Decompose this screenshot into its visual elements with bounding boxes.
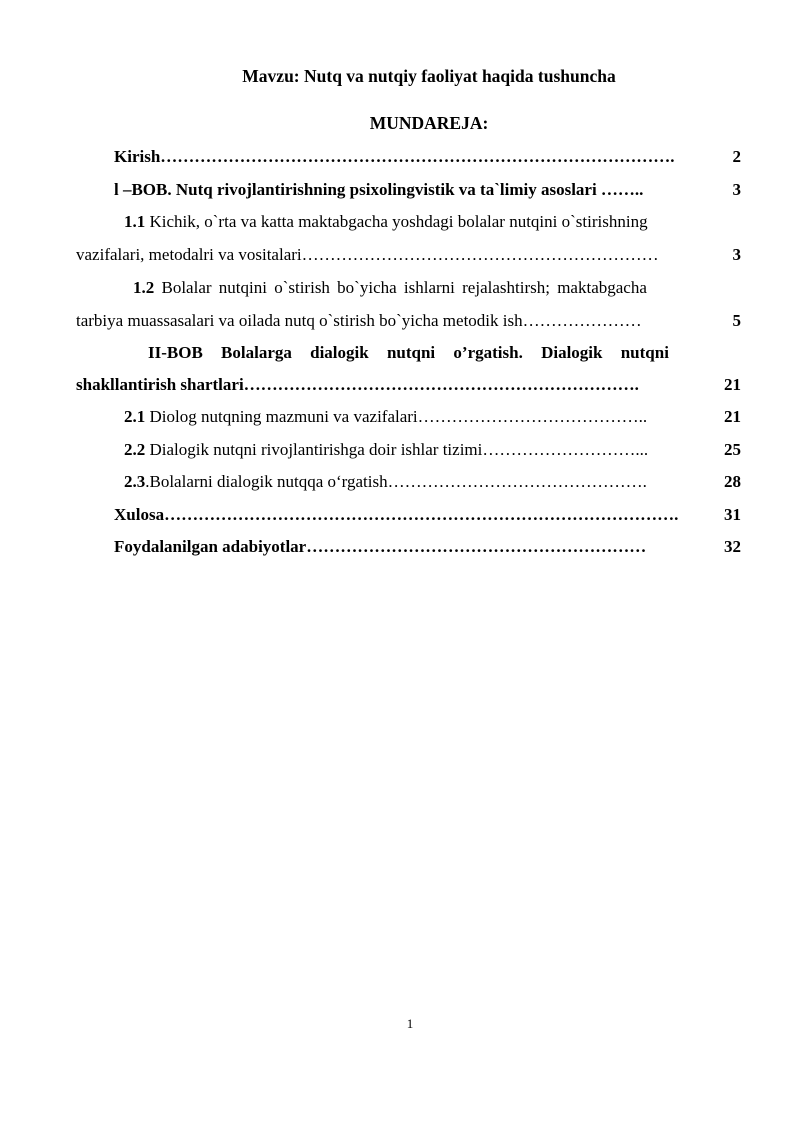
toc-section-number: 2.1 [124,407,146,426]
toc-label: Diolog nutqning mazmuni va vazifalari………………………………….. [145,407,648,426]
document-topic: Mavzu: Nutq va nutqiy faoliyat haqida tushuncha [242,66,616,86]
toc-label: Kichik, o`rta va katta maktabgacha yoshdagi bolalar nutqini o`stirishning [145,212,648,231]
toc-page-number: 21 [724,375,741,394]
toc-label-cont: vazifalari, metodalri va vositalari……………………………………………………… [76,245,659,264]
toc-page-number: 31 [724,505,741,524]
toc-label: Foydalanilgan adabiyotlar…………………………………………………… [114,537,647,556]
toc-page-number: 25 [724,440,741,459]
toc-page-number: 28 [724,472,741,491]
toc-page-number: 21 [724,407,741,426]
toc-section-number: 2.3 [124,472,146,491]
toc-section-number: 1.2 [133,278,155,297]
toc-label: Kirish………………………………………………………………………………. [114,147,675,166]
toc-section-number: 1.1 [124,212,146,231]
contents-heading: MUNDAREJA: [369,113,489,133]
toc-label: II-BOB Bolalarga dialogik nutqni o’rgatish. Dialogik nutqni [148,343,669,362]
page-number: 1 [406,1016,414,1031]
toc-label: Xulosa………………………………………………………………………………. [114,505,679,524]
toc-page-number: 5 [732,311,741,330]
toc-page-number: 2 [732,147,741,166]
toc-label: Dialogik nutqni rivojlantirishga doir ishlar tizimi………………………... [145,440,649,459]
toc-label: l –BOB. Nutq rivojlantirishning psixolingvistik va ta`limiy asoslari …….. [114,180,644,199]
toc-label: Bolalar nutqini o`stirish bo`yicha ishlarni rejalashtirsh; maktabgacha [154,278,647,297]
toc-label-cont: tarbiya muassasalari va oilada nutq o`stirish bo`yicha metodik ish………………… [76,311,642,330]
toc-label-cont: shakllantirish shartlari……………………………………………………………. [76,375,639,394]
toc-page-number: 32 [724,537,741,556]
toc-section-number: 2.2 [124,440,146,459]
toc-label: .Bolalarni dialogik nutqqa o‘rgatish………………………………………. [145,472,647,491]
toc-page-number: 3 [732,180,741,199]
toc-page-number: 3 [732,245,741,264]
